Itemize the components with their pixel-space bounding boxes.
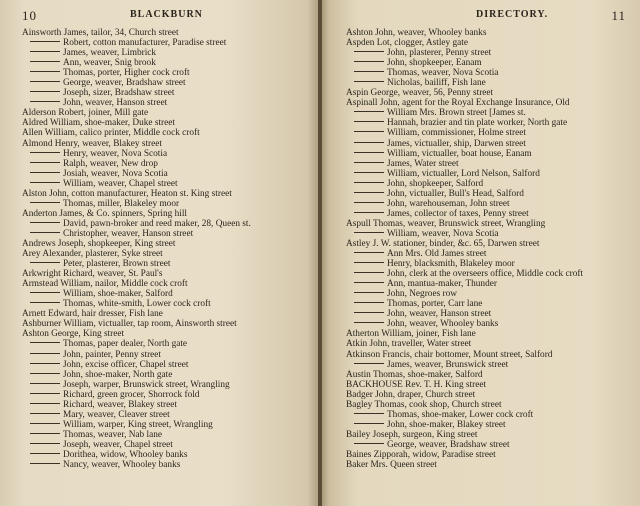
directory-entry — [346, 68, 626, 78]
directory-entry — [22, 239, 310, 249]
entry-text: Andrews Joseph, shopkeeper, King street — [22, 238, 176, 249]
entry-text: Ainsworth James, tailor, 34, Church street — [22, 28, 179, 38]
directory-entry — [22, 48, 310, 58]
entry-text: John, victualler, Bull's Head, Salford — [387, 188, 524, 199]
entry-text: John, shoe-maker, Blakey street — [387, 419, 506, 430]
ditto-dash — [30, 71, 60, 72]
directory-entry — [22, 149, 310, 159]
directory-entry — [346, 370, 626, 380]
entry-text: Bailey Joseph, surgeon, King street — [346, 429, 478, 440]
entry-text: Aspden Lot, clogger, Astley gate — [346, 38, 469, 49]
entry-text: Christopher, weaver, Hanson street — [63, 228, 194, 239]
directory-entry — [22, 329, 310, 339]
ditto-dash — [354, 363, 384, 364]
ditto-dash — [30, 403, 60, 404]
page-title: BLACKBURN — [130, 9, 203, 20]
entry-text: Ashton John, weaver, Whooley banks — [346, 28, 487, 38]
directory-entry — [22, 440, 310, 450]
directory-entry — [346, 229, 626, 239]
entry-text: Hannah, brazier and tin plate worker, North gate — [387, 118, 568, 129]
directory-entry — [22, 249, 310, 259]
ditto-dash — [30, 463, 60, 464]
entry-text: John, plasterer, Penny street — [387, 48, 492, 59]
directory-entry — [346, 179, 626, 189]
directory-entry — [346, 309, 626, 319]
ditto-dash — [30, 302, 60, 303]
directory-entry — [346, 279, 626, 289]
directory-entry — [22, 309, 310, 319]
ditto-dash — [354, 71, 384, 72]
directory-entry — [22, 269, 310, 279]
ditto-dash — [30, 342, 60, 343]
ditto-dash — [30, 232, 60, 233]
ditto-dash — [354, 443, 384, 444]
directory-entry — [22, 229, 310, 239]
entry-text: Joseph, weaver, Chapel street — [63, 439, 173, 450]
entry-text: Thomas, weaver, Nova Scotia — [387, 68, 499, 79]
directory-entry — [22, 430, 310, 440]
directory-entry — [22, 118, 310, 128]
ditto-dash — [354, 152, 384, 153]
directory-entry — [22, 38, 310, 48]
directory-entry — [22, 339, 310, 349]
page-number: 10 — [22, 8, 37, 23]
entry-text: John, shoe-maker, North gate — [63, 369, 173, 380]
entry-text: John, painter, Penny street — [63, 349, 161, 360]
entry-text: Thomas, porter, Higher cock croft — [63, 68, 190, 79]
directory-entry — [346, 78, 626, 88]
directory-entry — [346, 420, 626, 430]
entry-text: Josiah, weaver, Nova Scotia — [63, 168, 168, 179]
ditto-dash — [354, 262, 384, 263]
directory-entry — [22, 98, 310, 108]
ditto-dash — [354, 192, 384, 193]
entry-text: Ann, mantua-maker, Thunder — [387, 279, 497, 290]
directory-entry — [346, 440, 626, 450]
entry-text: Baker Mrs. Queen street — [346, 460, 437, 471]
directory-entry — [346, 108, 626, 118]
entry-text: James, collector of taxes, Penny street — [387, 208, 529, 219]
entry-text: Ashburner William, victualler, tap room, Ainsworth street — [22, 319, 237, 330]
entry-text: Thomas, shoe-maker, Lower cock croft — [387, 409, 534, 420]
directory-entry — [346, 98, 626, 108]
directory-entry — [22, 169, 310, 179]
ditto-dash — [30, 393, 60, 394]
entry-text: Arey Alexander, plasterer, Syke street — [22, 249, 163, 260]
entry-text: John, weaver, Whooley banks — [387, 319, 499, 330]
ditto-dash — [354, 272, 384, 273]
entry-text: John, clerk at the overseers office, Middle cock croft — [387, 269, 584, 280]
ditto-dash — [30, 373, 60, 374]
ditto-dash — [354, 121, 384, 122]
entry-text: Ralph, weaver, New drop — [63, 158, 158, 169]
entry-text: Henry, blacksmith, Blakeley moor — [387, 259, 515, 270]
directory-entry — [346, 128, 626, 138]
directory-entries — [22, 28, 310, 470]
directory-entry — [22, 68, 310, 78]
entry-text: William, victualler, Lord Nelson, Salford — [387, 168, 540, 179]
directory-entry — [22, 139, 310, 149]
entry-text: David, pawn-broker and reed maker, 28, Queen st. — [63, 218, 251, 229]
ditto-dash — [354, 172, 384, 173]
entry-text: William, warper, King street, Wrangling — [63, 419, 213, 430]
directory-entry — [22, 209, 310, 219]
entry-text: Anderton James, & Co. spinners, Spring hill — [22, 208, 188, 219]
ditto-dash — [354, 423, 384, 424]
directory-entry — [22, 28, 310, 38]
directory-entry — [22, 380, 310, 390]
entry-text: Atherton William, joiner, Fish lane — [346, 329, 476, 340]
directory-entry — [346, 299, 626, 309]
directory-entry — [346, 269, 626, 279]
entry-text: Nicholas, bailiff, Fish lane — [387, 78, 486, 89]
directory-entry — [22, 78, 310, 88]
ditto-dash — [354, 202, 384, 203]
directory-entry — [22, 259, 310, 269]
directory-entry — [346, 360, 626, 370]
ditto-dash — [30, 41, 60, 42]
directory-entries — [346, 28, 626, 470]
directory-entry — [346, 219, 626, 229]
directory-entry — [346, 38, 626, 48]
page-number: 11 — [611, 8, 626, 23]
directory-entry — [346, 390, 626, 400]
entry-text: Robert, cotton manufacturer, Paradise street — [63, 38, 227, 49]
page-header — [22, 8, 310, 26]
ditto-dash — [354, 252, 384, 253]
entry-text: Joseph, warper, Brunswick street, Wrangling — [63, 379, 230, 390]
directory-entry — [346, 380, 626, 390]
ditto-dash — [30, 91, 60, 92]
directory-entry — [22, 199, 310, 209]
entry-text: William, weaver, Nova Scotia — [387, 228, 499, 239]
entry-text: William Mrs. Brown street [James st. — [387, 108, 526, 119]
entry-text: Thomas, weaver, Nab lane — [63, 429, 163, 440]
directory-entry — [22, 400, 310, 410]
directory-entry — [346, 249, 626, 259]
directory-entry — [22, 450, 310, 460]
page-header — [346, 8, 626, 26]
directory-entry — [346, 410, 626, 420]
directory-entry — [22, 410, 310, 420]
entry-text: Thomas, paper dealer, North gate — [63, 339, 188, 350]
entry-text: Atkin John, traveller, Water street — [346, 339, 472, 350]
entry-text: Atkinson Francis, chair bottomer, Mount street, Salford — [346, 349, 553, 360]
entry-text: James, Water street — [387, 158, 459, 169]
entry-text: James, victualler, ship, Darwen street — [387, 138, 526, 149]
ditto-dash — [354, 61, 384, 62]
ditto-dash — [30, 433, 60, 434]
entry-text: John, shopkeeper, Eanam — [387, 58, 482, 69]
ditto-dash — [354, 282, 384, 283]
entry-text: Thomas, porter, Carr lane — [387, 299, 483, 310]
ditto-dash — [30, 162, 60, 163]
directory-entry — [346, 199, 626, 209]
entry-text: John, excise officer, Chapel street — [63, 359, 189, 370]
entry-text: George, weaver, Bradshaw street — [63, 78, 186, 89]
ditto-dash — [354, 182, 384, 183]
entry-text: Alderson Robert, joiner, Mill gate — [22, 108, 149, 119]
ditto-dash — [354, 322, 384, 323]
directory-entry — [22, 219, 310, 229]
entry-text: Almond Henry, weaver, Blakey street — [22, 138, 162, 149]
entry-text: John, weaver, Hanson street — [63, 98, 168, 109]
entry-text: Aspull Thomas, weaver, Brunswick street, Wrangling — [346, 218, 546, 229]
ditto-dash — [354, 302, 384, 303]
directory-entry — [346, 189, 626, 199]
ditto-dash — [354, 131, 384, 132]
directory-entry — [22, 390, 310, 400]
entry-text: William, victualler, boat house, Eanam — [387, 148, 532, 159]
entry-text: Arkwright Richard, weaver, St. Paul's — [22, 269, 163, 280]
directory-entry — [22, 319, 310, 329]
entry-text: Aspinall John, agent for the Royal Exchange Insurance, Old — [346, 98, 570, 109]
entry-text: John, shopkeeper, Salford — [387, 178, 484, 189]
ditto-dash — [30, 81, 60, 82]
directory-entry — [346, 88, 626, 98]
directory-entry — [22, 279, 310, 289]
right-page — [320, 0, 640, 506]
directory-entry — [346, 430, 626, 440]
entry-text: John, warehouseman, John street — [387, 198, 510, 209]
entry-text: Ashton George, King street — [22, 329, 125, 340]
entry-text: Mary, weaver, Cleaver street — [63, 409, 170, 420]
entry-text: Allen William, calico printer, Middle cock croft — [22, 128, 200, 139]
ditto-dash — [30, 101, 60, 102]
ditto-dash — [30, 51, 60, 52]
directory-entry — [22, 58, 310, 68]
entry-text: John, weaver, Hanson street — [387, 309, 492, 320]
directory-entry — [346, 28, 626, 38]
entry-text: Aldred William, shoe-maker, Duke street — [22, 118, 175, 129]
entry-text: Richard, green grocer, Shorrock fold — [63, 389, 200, 400]
entry-text: James, weaver, Brunswick street — [387, 359, 509, 370]
directory-entry — [346, 350, 626, 360]
entry-text: Thomas, miller, Blakeley moor — [63, 198, 180, 209]
ditto-dash — [30, 182, 60, 183]
directory-entry — [22, 159, 310, 169]
entry-text: Joseph, sizer, Bradshaw street — [63, 88, 175, 99]
directory-entry — [346, 450, 626, 460]
directory-entry — [346, 48, 626, 58]
ditto-dash — [30, 413, 60, 414]
entry-text: John, Negroes row — [387, 289, 457, 300]
ditto-dash — [30, 61, 60, 62]
entry-text: Arnett Edward, hair dresser, Fish lane — [22, 309, 163, 320]
directory-entry — [346, 239, 626, 249]
entry-text: Dorithea, widow, Whooley banks — [63, 449, 188, 460]
directory-entry — [22, 128, 310, 138]
ditto-dash — [354, 232, 384, 233]
entry-text: Henry, weaver, Nova Scotia — [63, 148, 168, 159]
ditto-dash — [30, 172, 60, 173]
entry-text: Badger John, draper, Church street — [346, 389, 476, 400]
entry-text: George, weaver, Bradshaw street — [387, 439, 510, 450]
ditto-dash — [30, 222, 60, 223]
ditto-dash — [354, 312, 384, 313]
ditto-dash — [354, 81, 384, 82]
directory-entry — [346, 339, 626, 349]
entry-text: Nancy, weaver, Whooley banks — [63, 460, 181, 471]
directory-entry — [346, 460, 626, 470]
ditto-dash — [354, 212, 384, 213]
ditto-dash — [354, 292, 384, 293]
entry-text: Richard, weaver, Blakey street — [63, 399, 177, 410]
directory-entry — [346, 289, 626, 299]
book-gutter — [318, 0, 322, 506]
directory-entry — [346, 139, 626, 149]
directory-entry — [346, 259, 626, 269]
directory-entry — [346, 319, 626, 329]
ditto-dash — [30, 262, 60, 263]
directory-entry — [22, 88, 310, 98]
ditto-dash — [354, 51, 384, 52]
entry-text: William, shoe-maker, Salford — [63, 289, 173, 300]
entry-text: Armstead William, nailor, Middle cock croft — [22, 279, 188, 290]
directory-entry — [22, 350, 310, 360]
entry-text: Austin Thomas, shoe-maker, Salford — [346, 369, 483, 380]
ditto-dash — [30, 152, 60, 153]
directory-entry — [346, 169, 626, 179]
entry-text: William, commissioner, Holme street — [387, 128, 526, 139]
ditto-dash — [354, 111, 384, 112]
ditto-dash — [30, 383, 60, 384]
ditto-dash — [354, 142, 384, 143]
directory-entry — [346, 209, 626, 219]
directory-entry — [22, 299, 310, 309]
ditto-dash — [30, 363, 60, 364]
ditto-dash — [30, 453, 60, 454]
ditto-dash — [30, 443, 60, 444]
directory-entry — [22, 289, 310, 299]
entry-text: Peter, plasterer, Brown street — [63, 259, 171, 270]
directory-entry — [22, 360, 310, 370]
entry-text: Aspin George, weaver, 56, Penny street — [346, 88, 494, 99]
ditto-dash — [30, 202, 60, 203]
entry-text: BACKHOUSE Rev. T. H. King street — [346, 379, 487, 390]
ditto-dash — [30, 423, 60, 424]
entry-text: Ann Mrs. Old James street — [387, 249, 487, 260]
directory-entry — [346, 159, 626, 169]
entry-text: Ann, weaver, Snig brook — [63, 58, 156, 69]
entry-text: William, weaver, Chapel street — [63, 178, 178, 189]
directory-entry — [22, 460, 310, 470]
entry-text: Thomas, white-smith, Lower cock croft — [63, 299, 211, 310]
directory-entry — [22, 108, 310, 118]
entry-text: James, weaver, Limbrick — [63, 48, 157, 59]
directory-entry — [346, 118, 626, 128]
directory-entry — [22, 420, 310, 430]
entry-text: Alston John, cotton manufacturer, Heaton st. King street — [22, 188, 232, 199]
directory-entry — [346, 149, 626, 159]
directory-entry — [22, 370, 310, 380]
directory-entry — [22, 189, 310, 199]
ditto-dash — [30, 292, 60, 293]
directory-entry — [346, 329, 626, 339]
entry-text: Astley J. W. stationer, binder, &c. 65, Darwen street — [346, 238, 540, 249]
ditto-dash — [30, 353, 60, 354]
page-title: DIRECTORY. — [476, 9, 549, 20]
directory-entry — [22, 179, 310, 189]
entry-text: Baines Zipporah, widow, Paradise street — [346, 449, 496, 460]
entry-text: Bagley Thomas, cook shop, Church street — [346, 399, 502, 410]
directory-entry — [346, 400, 626, 410]
ditto-dash — [354, 162, 384, 163]
directory-entry — [346, 58, 626, 68]
ditto-dash — [354, 413, 384, 414]
